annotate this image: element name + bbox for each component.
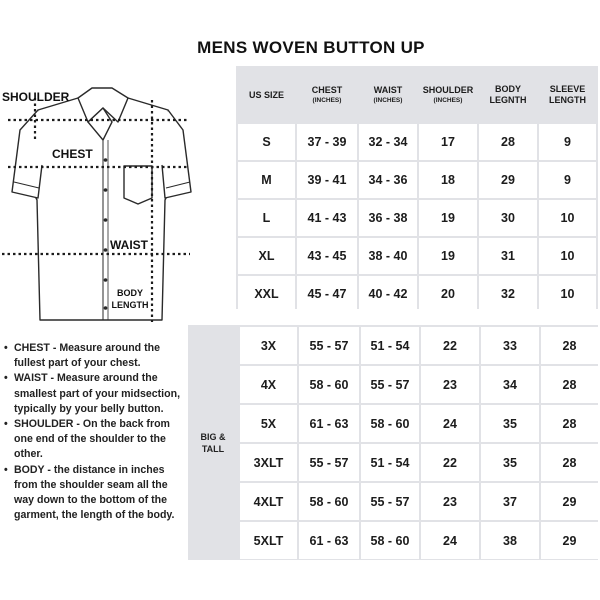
header-main: US SIZE [248, 89, 284, 100]
table-cell: 19 [419, 200, 477, 236]
body-length-label [106, 287, 154, 311]
table-cell: 35 [481, 405, 539, 442]
table-cell: 28 [541, 405, 598, 442]
table-cell: 10 [539, 276, 596, 312]
table-cell: XXL [238, 276, 295, 312]
table-cell: 58 - 60 [299, 483, 359, 520]
waist-label: WAIST [110, 238, 148, 252]
table-cell: 28 [541, 366, 598, 403]
table-cell: 29 [541, 483, 598, 520]
table-cell: 5X [240, 405, 297, 442]
table-cell: 17 [419, 124, 477, 160]
big-tall-label [188, 325, 238, 560]
table-cell: 18 [419, 162, 477, 198]
table-cell: 58 - 60 [361, 405, 419, 442]
table-cell: 3XLT [240, 444, 297, 481]
table-cell: 33 [481, 327, 539, 364]
header-cell [297, 68, 357, 122]
table-cell: 43 - 45 [297, 238, 357, 274]
table-cell: 39 - 41 [297, 162, 357, 198]
table-cell: 38 [481, 522, 539, 559]
table-cell: 55 - 57 [361, 366, 419, 403]
table-cell: 9 [539, 162, 596, 198]
table-cell: 4XLT [240, 483, 297, 520]
table-cell: 23 [421, 483, 479, 520]
table-cell: 36 - 38 [359, 200, 417, 236]
table-cell: 22 [421, 327, 479, 364]
shoulder-label: SHOULDER [2, 90, 70, 104]
table-cell: 3X [240, 327, 297, 364]
table-cell: 24 [421, 405, 479, 442]
header-cell [419, 68, 477, 122]
table-cell: 58 - 60 [299, 366, 359, 403]
table-cell: 51 - 54 [361, 444, 419, 481]
table-cell: 58 - 60 [361, 522, 419, 559]
shirt-diagram [0, 80, 200, 325]
table-cell: L [238, 200, 295, 236]
table-cell: 40 - 42 [359, 276, 417, 312]
chest-label: CHEST [52, 147, 93, 161]
table-cell: S [238, 124, 295, 160]
table-cell: 5XLT [240, 522, 297, 559]
table-cell: 19 [419, 238, 477, 274]
table-cell: 35 [481, 444, 539, 481]
table-cell: 30 [479, 200, 537, 236]
header-cell [479, 68, 537, 122]
header-sub: (INCHES) [312, 97, 342, 104]
table-cell: 10 [539, 200, 596, 236]
table-cell: 23 [421, 366, 479, 403]
table-cell: 29 [479, 162, 537, 198]
table-cell: 4X [240, 366, 297, 403]
table-cell: XL [238, 238, 295, 274]
header-main: WAIST [373, 85, 403, 95]
size-table [236, 66, 598, 309]
measurement-notes [4, 341, 188, 523]
table-cell: 28 [479, 124, 537, 160]
table-cell: 28 [541, 444, 598, 481]
table-cell: M [238, 162, 295, 198]
table-cell: 34 [481, 366, 539, 403]
header-cell [539, 68, 596, 122]
header-main: SLEEVE [549, 84, 586, 94]
header-sub: LEGNTH [489, 95, 527, 105]
page-title: MENS WOVEN BUTTON UP [197, 38, 425, 57]
header-cell [359, 68, 417, 122]
big-tall-label-line1: BIG & [200, 431, 226, 442]
header-main: CHEST [311, 85, 343, 95]
table-cell: 10 [539, 238, 596, 274]
big-tall-table [188, 325, 598, 560]
table-cell: 28 [541, 327, 598, 364]
table-cell: 9 [539, 124, 596, 160]
header-sub: (INCHES) [373, 97, 403, 104]
note-waist: • WAIST - Measure around the smallest part of your midsection, typically by your belly button. [14, 371, 188, 417]
table-cell: 55 - 57 [299, 327, 359, 364]
table-cell: 38 - 40 [359, 238, 417, 274]
header-cell [238, 68, 295, 122]
note-chest: • CHEST - Measure around the fullest part of your chest. [14, 341, 188, 371]
table-cell: 22 [421, 444, 479, 481]
table-cell: 32 [479, 276, 537, 312]
header-main: BODY [494, 84, 521, 94]
table-cell: 20 [419, 276, 477, 312]
table-cell: 32 - 34 [359, 124, 417, 160]
table-cell: 61 - 63 [299, 522, 359, 559]
big-tall-label-line2: TALL [201, 443, 225, 454]
table-cell: 45 - 47 [297, 276, 357, 312]
note-shoulder: • SHOULDER - On the back from one end of the shoulder to the other. [14, 417, 188, 463]
header-sub: LENGTH [549, 95, 586, 105]
table-cell: 41 - 43 [297, 200, 357, 236]
header-sub: (INCHES) [433, 97, 463, 104]
header-main: SHOULDER [422, 85, 474, 95]
table-cell: 55 - 57 [361, 483, 419, 520]
table-cell: 61 - 63 [299, 405, 359, 442]
table-cell: 51 - 54 [361, 327, 419, 364]
table-cell: 37 - 39 [297, 124, 357, 160]
note-body: • BODY - the distance in inches from the shoulder seam all the way down to the bottom of the garment, the length of the body. [14, 463, 188, 524]
body-length-label-line2: LENGTH [111, 300, 149, 310]
table-cell: 29 [541, 522, 598, 559]
table-cell: 55 - 57 [299, 444, 359, 481]
body-length-label-line1: BODY [116, 288, 143, 298]
table-cell: 34 - 36 [359, 162, 417, 198]
table-cell: 37 [481, 483, 539, 520]
table-cell: 31 [479, 238, 537, 274]
table-cell: 24 [421, 522, 479, 559]
